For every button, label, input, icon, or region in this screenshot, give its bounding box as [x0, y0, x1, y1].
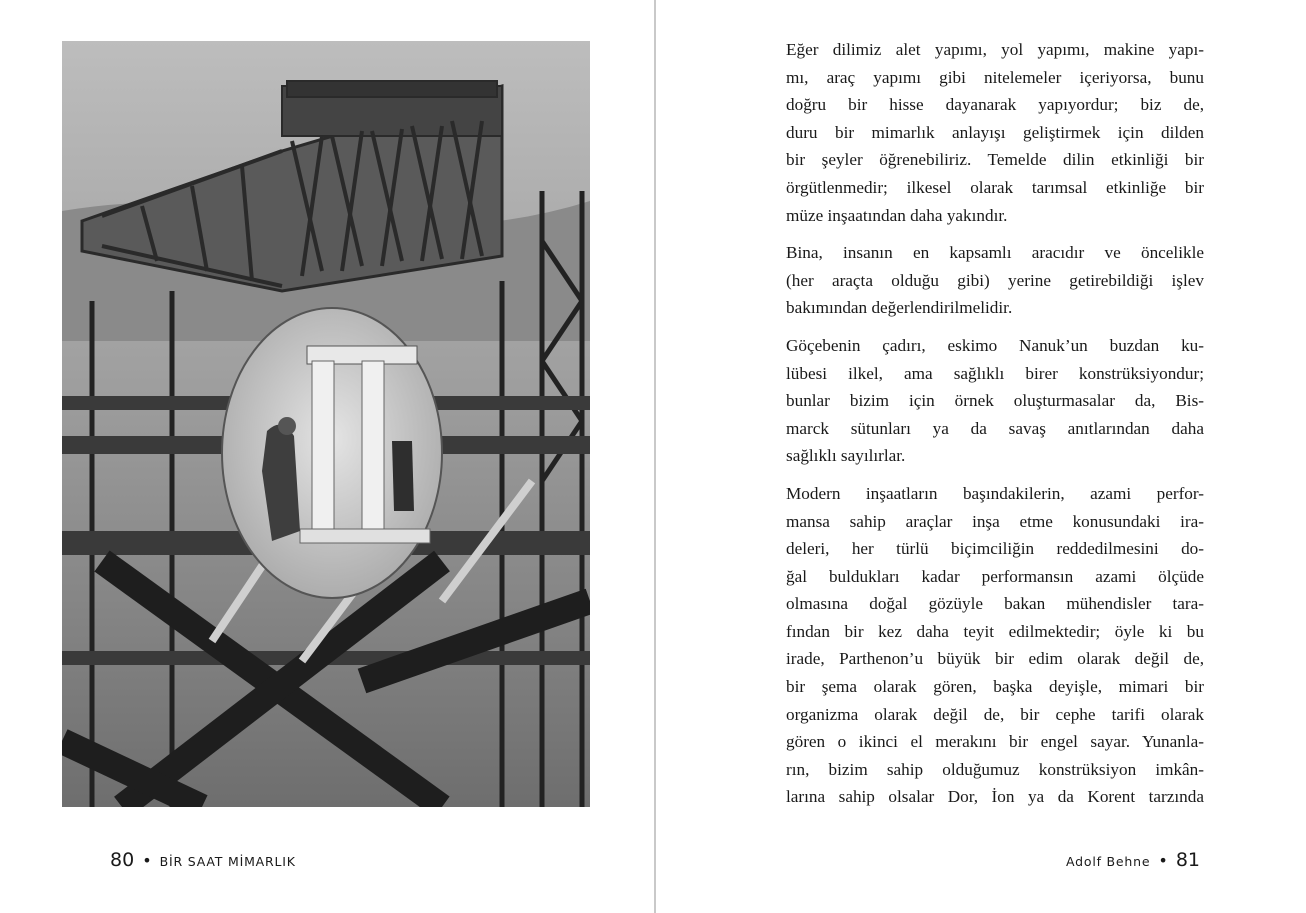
left-page-footer — [110, 849, 296, 879]
left-footer-bullet: • — [142, 851, 152, 870]
text-line: deleri, her türlü biçimciliğin reddedilmesini do- — [786, 539, 1204, 559]
text-line: ğal buldukları kadar performansın azami ölçüde — [786, 566, 1204, 586]
text-line: doğru bir hisse dayanarak yapıyordur; biz de, — [786, 95, 1204, 115]
right-page-footer — [1066, 849, 1200, 879]
paragraph-1 — [786, 36, 1204, 229]
page-gutter — [654, 0, 656, 913]
text-line: larına sahip olsalar Dor, İon ya da Korent tarzında — [786, 787, 1204, 807]
text-line: (her araçta olduğu gibi) yerine getirebildiği işlev — [786, 270, 1204, 290]
oval-inset-icon — [222, 308, 442, 598]
photomontage-icon — [62, 41, 590, 807]
text-line: bakımından değerlendirilmelidir. — [786, 298, 1013, 318]
text-line: gören o ikinci el merakını bir engel sayar. Yunanla- — [786, 732, 1204, 752]
text-line: marck sütunları ya da savaş anıtlarından daha — [786, 418, 1204, 438]
text-line: fından bir kez daha teyit edilmektedir; öyle ki bu — [786, 621, 1204, 641]
text-line: örgütlenmedir; ilkesel olarak tarımsal etkinliğe bir — [786, 177, 1204, 197]
bridge-construction-photo — [62, 41, 590, 807]
text-line: bunlar bizim için örnek oluşturmasalar da, Bis- — [786, 391, 1204, 411]
text-line: bir şema olarak gören, başka deyişle, mimari bir — [786, 677, 1204, 697]
paragraph-4 — [786, 480, 1204, 811]
text-line: Modern inşaatların başındakilerin, azami perfor- — [786, 483, 1204, 503]
text-line: müze inşaatından daha yakındır. — [786, 205, 1008, 225]
text-line: rın, bizim sahip olduğumuz konstrüksiyon imkân- — [786, 759, 1204, 779]
text-line: sağlıklı sayılırlar. — [786, 446, 906, 466]
text-line: irade, Parthenon’u büyük bir edim olarak değil de, — [786, 649, 1204, 669]
text-line: mı, araç yapımı gibi nitelemeler içeriyorsa, bunu — [786, 67, 1204, 87]
left-running-head: BİR SAAT MİMARLIK — [159, 854, 296, 869]
text-line: bir şeyler öğrenebiliriz. Temelde dilin etkinliği bir — [786, 150, 1204, 170]
right-footer-bullet: • — [1158, 851, 1168, 870]
text-line: Eğer dilimiz alet yapımı, yol yapımı, makine yapı- — [786, 40, 1204, 59]
text-line: organizma olarak değil de, bir cephe tarifi olarak — [786, 704, 1204, 724]
text-line: olmasına doğal gözüyle bakan mühendisler tara- — [786, 594, 1204, 614]
text-line: Bina, insanın en kapsamlı aracıdır ve öncelikle — [786, 243, 1204, 263]
text-line: mansa sahip araçlar inşa etme konusundaki ira- — [786, 511, 1204, 531]
right-page-number: 81 — [1175, 849, 1200, 871]
paragraph-3 — [786, 332, 1204, 470]
left-page-number: 80 — [110, 849, 135, 871]
text-line: Göçebenin çadırı, eskimo Nanuk’un buzdan ku- — [786, 335, 1204, 355]
right-page-body-text — [786, 36, 1204, 821]
right-running-head-author: Adolf Behne — [1066, 854, 1151, 869]
paragraph-2 — [786, 239, 1204, 322]
text-line: lübesi ilkel, ama sağlıklı birer konstrüksiyondur; — [786, 363, 1204, 383]
text-line: duru bir mimarlık anlayışı geliştirmek için dilden — [786, 122, 1204, 142]
